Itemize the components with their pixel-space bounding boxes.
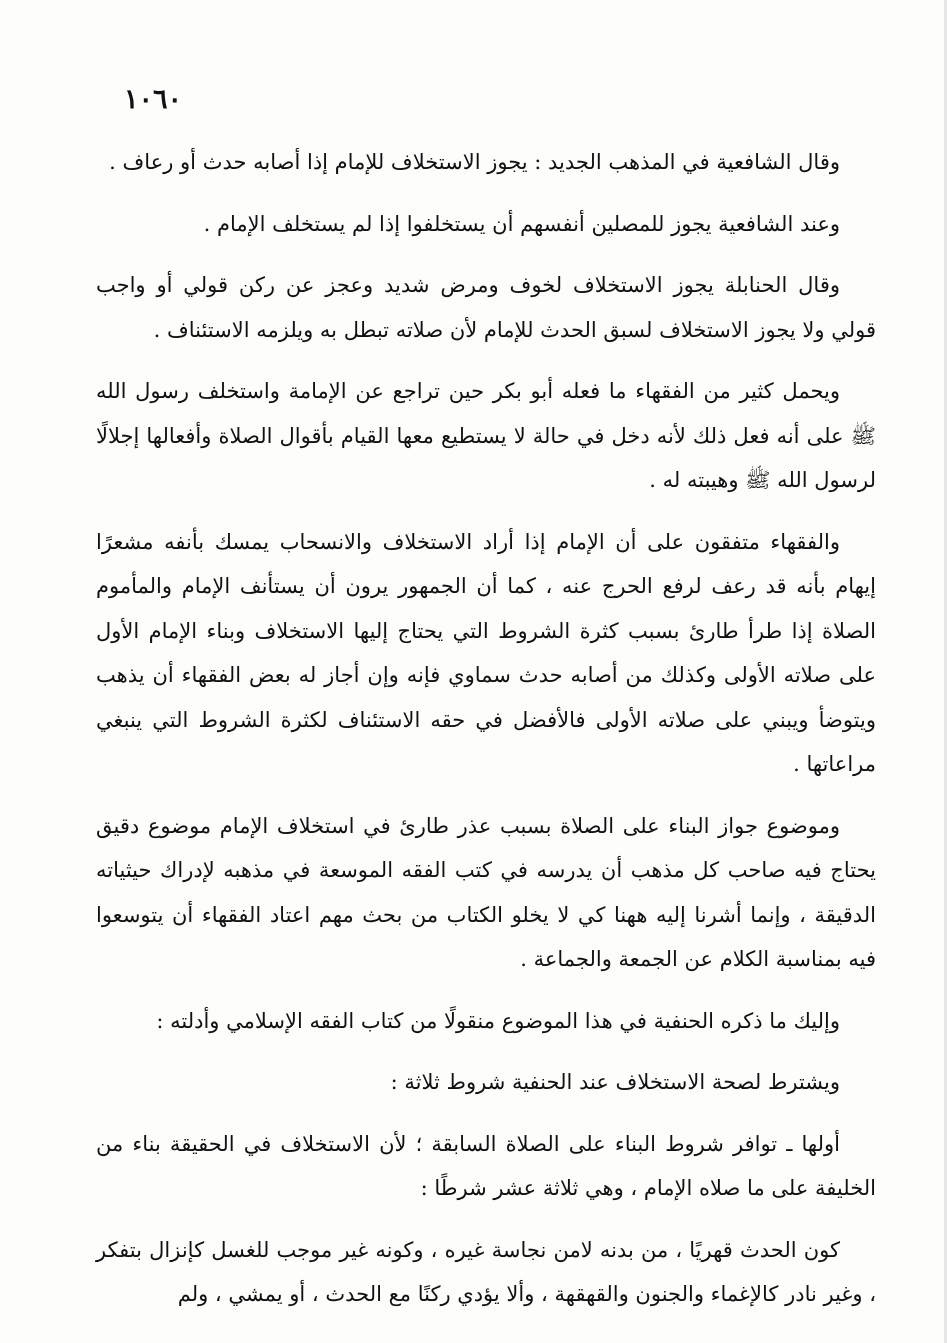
page-number: ١٠٦٠ — [124, 84, 183, 115]
paragraph-2: وعند الشافعية يجوز للمصلين أنفسهم أن يستخلفوا إذا لم يستخلف الإمام . — [203, 211, 840, 236]
paragraph-8: ويشترط لصحة الاستخلاف عند الحنفية شروط ثلاثة : — [390, 1070, 840, 1094]
paragraph-4: ويحمل كثير من الفقهاء ما فعله أبو بكر حين تراجع عن الإمامة واستخلف رسول الله ﷺ على أنه فعل ذلك لأنه دخل في حالة لا يستطيع معها القيام بأقوال الصلاة وأفعالها إجلالًا لرسول الله ﷺ وهيبته له . — [96, 379, 876, 492]
paragraph-10: كون الحدث قهريًا ، من بدنه لامن نجاسة غيره ، وكونه غير موجب للغسل كإنزال بتفكر ، وغير نادر كالإغماء والجنون والقهقهة ، وألا يؤدي ركنًا مع الحدث ، أو يمشي ، ولم — [96, 1237, 876, 1306]
paragraph-6: وموضوع جواز البناء على الصلاة بسبب عذر طارئ في استخلاف الإمام موضوع دقيق يحتاج فيه صاحب كل مذهب أن يدرسه في كتب الفقه الموسعة في مذهبه لإدراك حيثياته الدقيقة ، وإنما أشرنا إليه ههنا كي لا يخلو الكتاب من بحث مهم اعتاد الفقهاء أن يتوسعوا فيه بمناسبة الكلام عن الجمعة والجماعة . — [96, 813, 876, 971]
paragraph-3: وقال الحنابلة يجوز الاستخلاف لخوف ومرض شديد وعجز عن ركن قولي أو واجب قولي ولا يجوز الاستخلاف لسبق الحدث للإمام لأن صلاته تبطل به ويلزمه الاستئناف . — [96, 273, 876, 342]
paragraph-7: وإليك ما ذكره الحنفية في هذا الموضوع منقولًا من كتاب الفقه الإسلامي وأدلته : — [156, 1008, 840, 1033]
paragraph-1: وقال الشافعية في المذهب الجديد : يجوز الاستخلاف للإمام إذا أصابه حدث أو رعاف . — [109, 150, 840, 174]
body-text — [96, 140, 876, 1334]
paragraph-5: والفقهاء متفقون على أن الإمام إذا أراد الاستخلاف والانسحاب يمسك بأنفه مشعرًا إيهام بأنه قد رعف لرفع الحرج عنه ، كما أن الجمهور يرون أن يستأنف الإمام والمأموم الصلاة إذا طرأ طارئ بسبب كثرة الشروط التي يحتاج إليها الاستخلاف وبناء الإمام الأول على صلاته الأولى وكذلك من أصابه حدث سماوي فإنه وإن أجاز له بعض الفقهاء أن يذهب ويتوضأ ويبني على صلاته الأولى فالأفضل في حقه الاستئناف لكثرة الشروط التي ينبغي مراعاتها . — [96, 529, 876, 776]
paragraph-9: أولها ـ توافر شروط البناء على الصلاة السابقة ؛ لأن الاستخلاف في الحقيقة بناء من الخليفة على ما صلاه الإمام ، وهي ثلاثة عشر شرطًا : — [96, 1131, 876, 1200]
